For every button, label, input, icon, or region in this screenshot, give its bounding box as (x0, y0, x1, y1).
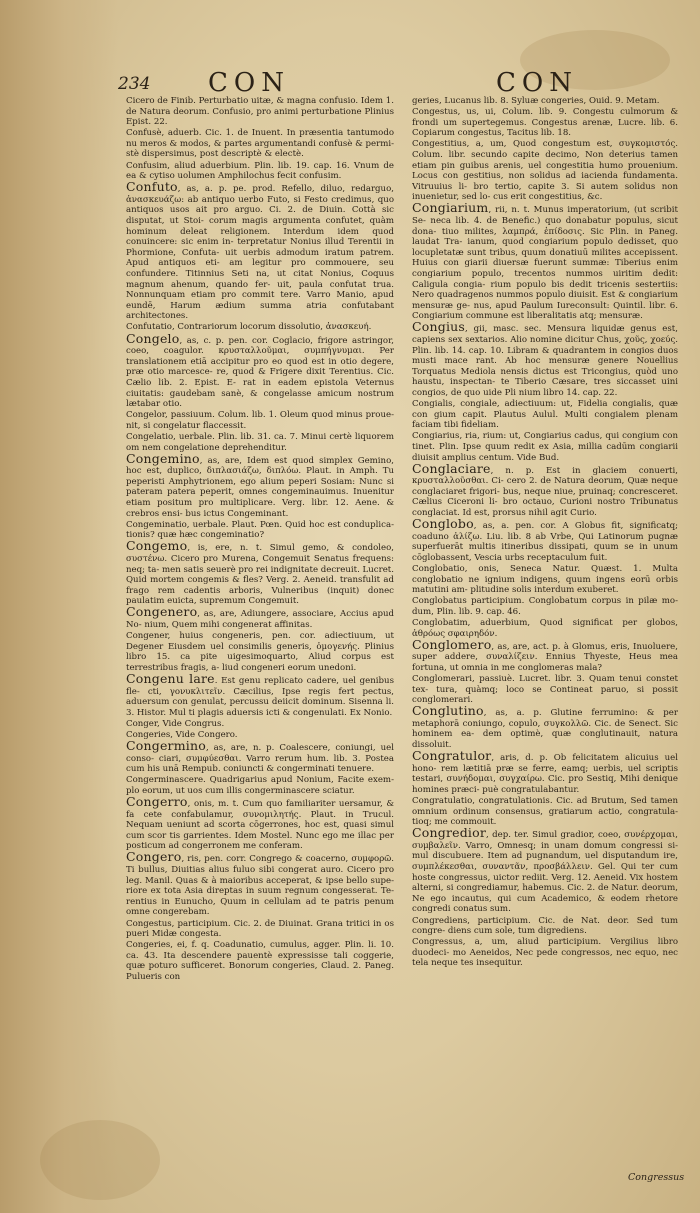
entry-text: Confutatio, Contrariorum locorum dissolutio, ἀνασκευή. (126, 322, 372, 333)
entry-text: Congelatio, uerbale. Plin. lib. 31. ca. 7. Minui certè liquorem om nem congelatione deprehenditur. (126, 431, 394, 453)
entry-headword: Congiarium (412, 200, 489, 216)
entry-text: , as, are, Adiungere, associare, Accius apud No- nium, Quem mihi congenerat affinitas. (126, 609, 394, 630)
dictionary-entry (412, 200, 678, 322)
dictionary-entry (412, 564, 678, 596)
dictionary-entry (126, 604, 394, 630)
dictionary-entry (412, 596, 678, 617)
entry-headword: Congelo (126, 330, 180, 346)
entry-text: , aris, d. p. Ob felicitatem alicuius uel hono- rem lætitiā præ se ferre, eamq; uerbis, uel scriptis testari, συνήδομαι, συγχαίρω. Cic. pro Sestiq, Mihi denique homines præci- puè congratulabantur. (412, 753, 678, 795)
entry-text: Congeries, ei, f. q. Coadunatio, cumulus, agger. Plin. li. 10. ca. 43. Ita descendere pauentè expressisse tali coggerie, quæ poturo sufficeret. Bonorum congeries, Claud. 2. Paneg. Pulueris con (126, 940, 394, 982)
entry-text: Congratulatio, congratulationis. Cic. ad Brutum, Sed tamen omnium ordinum consensus, gratiarum actio, congratula- tioq; me commouit. (412, 796, 678, 828)
dictionary-entry (126, 738, 394, 775)
entry-headword: Congermino (126, 738, 206, 754)
dictionary-entry (412, 937, 678, 969)
entry-text: Congerminascere. Quadrigarius apud Nonium, Facite exem- plo eorum, ut uos cum illis congerminascere sciatur. (126, 775, 394, 796)
catchword: Congressus (628, 1172, 685, 1183)
dictionary-entry (126, 128, 394, 160)
entry-headword: Congemino (126, 450, 200, 466)
entry-text: , dep. ter. Simul gradior, coeo, συνέρχομαι, συμβαλεῖν. Varro, Omnesq; in unam domum congressi si- mul discubuere. Item ad pugnandum, uel disputandum ire, συμπλέκεσθαι, συναντᾶν, προσβάλλειν. Gel. Qui ter cum hoste congressus, uictor rediit. Verg. 12. Aeneid. Vix hostem alterni, si congrediamur, habemus. Cic. 2. de Natur. deorum, Ne ego incautus, qui cum Academico, & eodem rhetore congredi conatus sum. (412, 830, 678, 915)
entry-headword: Confuto (126, 179, 178, 195)
entry-text: Conglobatio, onis, Seneca Natur. Quæst. 1. Multa conglobatio ne ignium indigens, quum ingens eorū orbis matutini am- plitudine solis interdum exuberet. (412, 564, 678, 596)
dictionary-entry (126, 410, 394, 431)
dictionary-entry (412, 825, 678, 915)
dictionary-entry (126, 794, 394, 852)
dictionary-entry (412, 96, 678, 107)
entry-text: Congialis, congiale, adiectiuum: ut, Fidelia congialis, quæ con gium capit. Plautus Aulul. Multi congialem plenam faciam tibi fideliam. (412, 399, 678, 431)
entry-headword: Congemo (126, 538, 188, 554)
entry-text: , as, are, Idem est quod simplex Gemino, hoc est, duplico, διπλασιάζω, διπλόω. Plaut. in Amph. Tu peperisti Amphytrionem, ego alium peperi Sosiam: Nunc si pateram patera peperit, omnes congeminauimus. Inuenitur etiam positum pro multiplicare. Verg. libr. 12. Aene. & crebros ensi- bus ictus Congeminant. (126, 455, 394, 519)
entry-text: Congener, huius congeneris, pen. cor. adiectiuum, ut Degener Eiusdem uel consimilis generis, ὁμογενής. Plinius libro 15. ca pite uigesimoquarto, Aliud corpus est terrestribus fragis, a- liud congeneri eorum unedoni. (126, 631, 394, 673)
entry-text: Conglomerari, passiuè. Lucret. libr. 3. Quam tenui constet tex- tura, quàmq; loco se Contineat paruo, si possit conglomerari. (412, 673, 678, 706)
entry-text: , is, ere, n. t. Simul gemo, & condoleo, συστένω. Cicero pro Murena, Congemuit Senatus frequens: neq; ta- men satis seuerè pro rei indignitate decreuit. Lucret. Quid mortem congemis & fles? Verg. 2. Aeneid. transfulit ad frago rem cadentis arboris, Vulneribus (inquit) donec paulatim euicta, supremum Congemuit. (126, 543, 394, 607)
entry-text: , as, a. p. pe. prod. Refello, diluo, redarguo, ἀνασκευάζω: ab antiquo uerbo Futo, si Festo credimus, quo antiquos usos ait pro arguo. Ci. 2. de Diuin. Cottà sic disputat, ut Stoi- corum magis argumenta confutet, quàm hominum deleat religionem. Interdum idem quod conuincere: sic enim in- terpretatur Nonius illud Terentii in Phormione, Confuta- uit uerbis admodum iratum patrem. Apud antiquos eti- am legitur pro commouere, seu confundere. Titinnius Seti na, ut citat Nonius, Coquus magnum ahenum, quando fer- uit, paula confutat trua. Nonnunquam etiam pro commit tere. Varro Manio, apud eundē, Harum ædium summa atria confutabant architectones. (126, 184, 394, 322)
entry-headword: Congerro (126, 794, 188, 809)
entry-text: Conger, Vide Congrus. (126, 718, 225, 729)
dictionary-entry (412, 674, 678, 706)
running-head-left: CON (208, 68, 290, 98)
dictionary-entry (412, 516, 678, 563)
dictionary-entry (412, 748, 678, 795)
entry-headword: Conglutino (412, 703, 484, 719)
entry-text: , as, a. p. Glutine ferrumino: & per metaphorā coniungo, copulo, συγκολλῶ. Cic. de Senect. Sic hominem ea- dem optimè, quæ conglutinauit, natura dissoluit. (412, 708, 678, 751)
entry-headword: Conglomero (412, 636, 492, 652)
dictionary-entry (126, 631, 394, 673)
entry-text: Congeries, Vide Congero. (126, 729, 238, 740)
dictionary-entry (126, 849, 394, 918)
dictionary-entry (412, 916, 678, 937)
entry-headword: Congero (126, 849, 182, 865)
dictionary-entry (126, 919, 394, 940)
dictionary-entry (412, 703, 678, 751)
entry-text: , as, are, act. p. à Glomus, eris, Inuoluere, super addere, συναλίζειν. Ennius Thyeste, Heus mea fortuna, ut omnia in me conglomeras mala? (412, 641, 678, 673)
entry-headword: Congius (412, 319, 466, 335)
dictionary-entry (126, 719, 394, 730)
entry-text: Congeminatio, uerbale. Plaut. Pœn. Quid hoc est conduplica- tionis? quæ hæc congeminatio? (126, 519, 394, 541)
dictionary-entry (412, 796, 678, 828)
entry-headword: Congenu lare (126, 670, 215, 686)
entry-text: , as, a. pen. cor. A Globus fit, significatq; coaduno ἀλίζω. Liu. lib. 8 ab Vrbe, Qui Latinorum pugnæ superfuerāt multis itineribus dissipati, quum se in unum cōglobassent, Vescia urbs receptaculum fuit. (412, 521, 678, 563)
entry-text: geries, Lucanus lib. 8. Syluæ congeries, Ouid. 9. Metam. (412, 96, 660, 106)
entry-text: Conglobatus participium. Conglobatum corpus in pilæ mo- dum, Plin. lib. 9. cap. 46. (412, 596, 678, 617)
running-head-right: CON (496, 68, 578, 98)
dictionary-entry (412, 431, 678, 463)
entry-text: , rii, n. t. Munus imperatorium, (ut scribit Se- neca lib. 4. de Benefic.) quo donabatur populus, sicut dona- tiuo milites, λαμπρά, ἐπίδοσις. Sic Plin. in Paneg. laudat Tra- ianum, quod congiarium populo dedisset, quo locupletatæ sunt tribus, quum donatiuū milites accepissent. Huius con giarii diuersæ fuerunt summæ: Tiberius enim congiarium populo, trecentos nummos uiritim dedit: Caligula congia- rium populo bis dedit tricenis sestertiis: Nero quadragenos nummos populo diuisit. Est & congiarium mensuræ ge- nus, apud Paulum Iureconsult: Quintil. libr. 6. Congiarium commune est liberalitatis atq; mensuræ. (412, 205, 678, 322)
entry-text: , as, are, n. p. Coalescere, coniungi, uel conso- ciari, συμφύεσθαι. Varro rerum hum. lib. 3. Postea cum his unā Rempub. coniuncti & congerminati tenuere. (126, 743, 394, 775)
dictionary-entry (412, 107, 678, 139)
dictionary-entry (412, 319, 678, 399)
entry-text: Cicero de Finib. Perturbatio uitæ, & magna confusio. Idem 1. de Natura deorum. Confusio, pro animi perturbatione Plinius Epist. 22. (126, 96, 394, 128)
dictionary-entry (126, 330, 394, 410)
entry-headword: Conglaciare (412, 460, 491, 476)
entry-text: Congelor, passiuum. Colum. lib. 1. Oleum quod minus proue- nit, si congelatur flaccessit. (126, 410, 394, 431)
dictionary-entry (412, 460, 678, 519)
dictionary-entry (126, 538, 394, 607)
entry-text: Congrediens, participium. Cic. de Nat. deor. Sed tum congre- diens cum sole, tum digrediens. (412, 915, 678, 937)
entry-text: Conglobatim, aduerbium, Quod significat per globos, ἀθρόως σφαιρηδόν. (412, 618, 678, 639)
entry-text: , ris, pen. corr. Congrego & coacerno, συμφορῶ. Ti bullus, Diuitias alius fuluo sibi congerat auro. Cicero pro leg. Manil. Quas & à maioribus acceperat, & ipse bello supe- riore ex tota Asia direptas in suum regnum congesserat. Te- rentius in Eunucho, Quum in cellulam ad te patris penum omne congerebam. (126, 854, 394, 918)
entry-text: Confusim, aliud aduerbium. Plin. lib. 19. cap. 16. Vnum de ea & cytiso uolumen Amphilochus fecit confusim. (126, 160, 394, 182)
entry-headword: Congredior (412, 825, 487, 841)
entry-text: , n. p. Est in glaciem conuerti, κρυσταλλοῦσθαι. Ci- cero 2. de Natura deorum, Quæ neque conglaciaret frigori- bus, neque niue, pruinaq; concresceret. Cælius Ciceroni li- bro octauo, Curioni nostro Tribunatus conglaciat. Id est, prorsus nihil agit Curio. (412, 465, 678, 519)
dictionary-entry (412, 636, 678, 674)
left-column (126, 96, 394, 1176)
entry-headword: Conglobo (412, 516, 474, 532)
dictionary-entry (412, 399, 678, 431)
entry-text: , gii, masc. sec. Mensura liquidæ genus est, capiens sex sextarios. Alio nomine dicitur Chus, χοῦς, χοεύς. Plin. lib. 14. cap. 10. Libram & quadrantem in congios duos musti mace rant. Ab hoc mensuræ genere Nouellius Torquatus Mediola nensis dictus est Tricongius, quòd uno haustu, inspectan- te Tiberio Cæsare, tres siccasset uini congios, de quo uide Pli nium libro 14. cap. 22. (412, 324, 678, 399)
entry-text: , as, c. p. pen. cor. Coglacio, frigore astringor, coeo, coagulor. κρυσταλλοῦμαι, συμπήγνυμαι. Per translationem etiā accipitur pro eo quod est in otio degere, præ otio marcesce- re, quod & Frigere dixit Terentius. Cic. Cælio lib. 2. Epist. E- rat in eadem epistola Veternus ciuitatis: gaudebam sanè, & congelasse amicum nostrum lætabar otio. (126, 335, 394, 410)
entry-headword: Congenero (126, 604, 198, 620)
entry-text: Congiarius, ria, rium: ut, Congiarius cadus, qui congium con tinet. Plin. Ipse quum redit ex Asia, millia cadūm congiarii diuisit amplius centum. Vide Bud. (412, 431, 678, 463)
dictionary-entry (126, 940, 394, 982)
page-number: 234 (118, 74, 151, 94)
entry-text: Confusè, aduerb. Cic. 1. de Inuent. In præsentia tantumodo nu meros & modos, & partes argumentandi confusè & permi- stè dispersimus, post descriptè & electè. (126, 128, 394, 160)
page-shadow-edge (0, 0, 118, 1213)
entry-text: Congestus, us, ui, Colum. lib. 9. Congestu culmorum & frondi um supertegemus. Congestus arenæ, Lucre. lib. 6. Copiarum congestus, Tacitus lib. 18. (412, 107, 678, 139)
dictionary-entry (126, 179, 394, 322)
entry-text: Congressus, a, um, aliud participium. Vergilius libro duodeci- mo Aeneidos, Nec pede congressos, nec equo, nec tela neque tes insequitur. (412, 937, 678, 969)
dictionary-entry (126, 96, 394, 128)
dictionary-entry (126, 670, 394, 718)
right-column (412, 96, 678, 1186)
entry-text: , onis, m. t. Cum quo familiariter uersamur, & fa cete confabulamur, συνομιλητής. Plaut. in Trucul. Nequam ueniunt ad scorta cōgerrones, hoc est, quasi simul cum scor tis garrientes. Idem Mostel. Nunc ego me illac per posticum ad congerronem me conferam. (126, 799, 394, 852)
dictionary-entry (126, 450, 394, 520)
entry-text: . Est genu replicato cadere, uel genibus fle- cti, γονυκλιτεῖν. Cæcilius, Ipse regis fert pectus, aduersum con genulat, percussu deiicit dominum. Sisenna li. 3. Histor. Mul ti plagis aduersis icti & congenulati. Ex Nonio. (126, 675, 394, 718)
entry-text: Congestus, participium. Cic. 2. de Diuinat. Grana tritici in os pueri Midæ congesta. (126, 918, 394, 940)
entry-text: Congestitius, a, um, Quod congestum est, συγκομιστός. Colum. libr. secundo capite decimo, Non deterius tamen etiam pin guibus arenis, uel congestitia humo prouenium. Locus con gestitius, non solidus ad iacienda fundamenta. Vitruuius li- bro tertio, capite 3. Si autem solidus non inuenietur, sed lo- cus erit congestitius, &c. (412, 139, 678, 203)
dictionary-entry (412, 139, 678, 203)
entry-headword: Congratulor (412, 748, 492, 764)
